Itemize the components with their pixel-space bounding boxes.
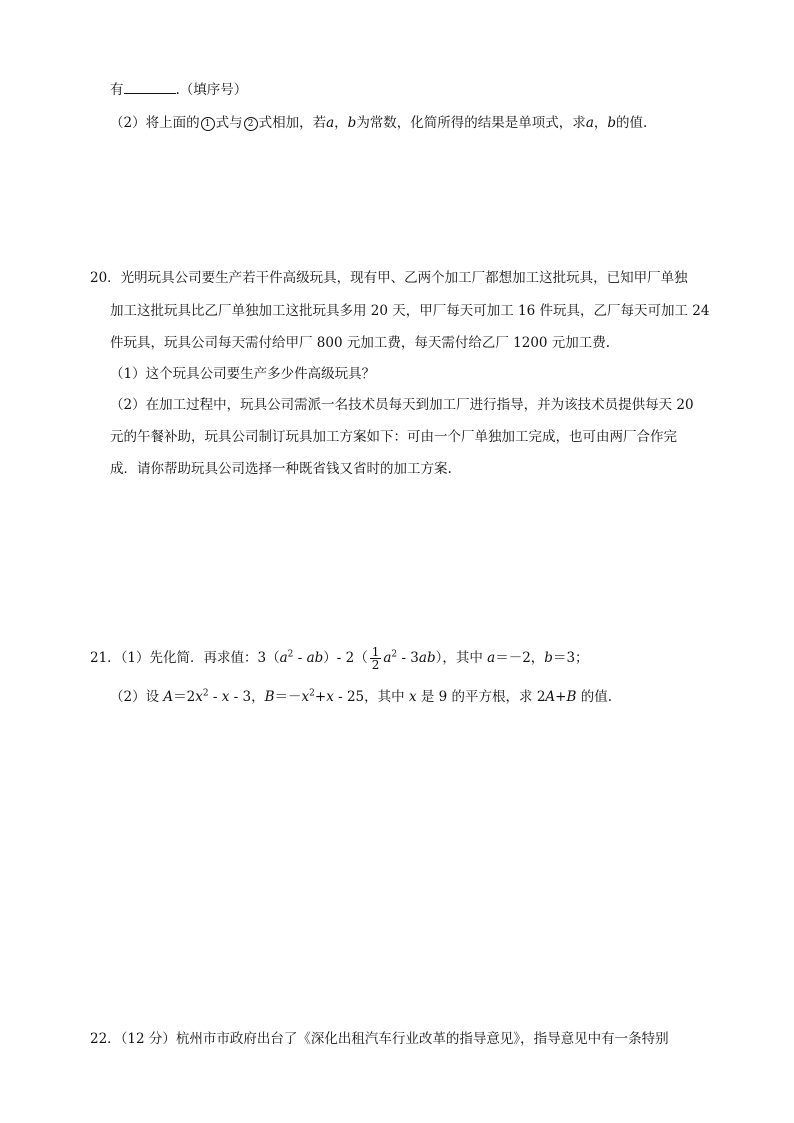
q20-part2-line-3: 成．请你帮助玩具公司选择一种既省钱又省时的加工方案. (110, 461, 452, 477)
circled-number-1: 1 (201, 117, 215, 131)
q21-part1: 21．（1）先化简．再求值：$3(a^2 - ab)-$ 2（ $\frac{1}{2}$ $a^2 - 3ab$），其中 a＝－2，b＝3； (90, 645, 589, 672)
q20-part1: （1）这个玩具公司要生产多少件高级玩具？ (110, 366, 376, 382)
circled-number-2: 2 (244, 117, 258, 131)
q19-part2: （2）将上面的 1 式与 2 式相加，若a，b为常数，化简所得的结果是单项式，求a，b的值. (110, 115, 648, 131)
q21-part2: （2）设 $A=2x^2 - x - 3$，$B=-x^2+x - 25$，其中 x 是 9 的平方根，求 2A+B 的值. (110, 688, 612, 705)
q22-line-1: 22．（12 分）杭州市市政府出台了《深化出租汽车行业改革的指导意见》，指导意见中有一条特别 (90, 1031, 669, 1047)
q20-line-3: 件玩具，玩具公司每天需付给甲厂 800 元加工费，每天需付给乙厂 1200 元加工费. (110, 335, 611, 351)
fraction-one-half: $\frac{1}{2}$ (371, 645, 380, 672)
q20-part2-line-2: 元的午餐补助，玩具公司制订玩具加工方案如下：可由一个厂单独加工完成，也可由两厂合作完 (110, 429, 677, 445)
q20-line-2: 加工这批玩具比乙厂单独加工这批玩具多用 20 天，甲厂每天可加工 16 件玩具，乙厂每天可加工 24 (110, 303, 710, 319)
q20-line-1: 20．光明玩具公司要生产若干件高级玩具，现有甲、乙两个加工厂都想加工这批玩具，已知甲厂单独 (90, 270, 688, 286)
q20-part2-line-1: （2）在加工过程中，玩具公司需派一名技术员每天到加工厂进行指导，并为该技术员提供每天 20 (110, 397, 694, 413)
q19-answer-line: 有 .（填序号） (110, 82, 248, 98)
answer-blank[interactable] (124, 80, 176, 94)
